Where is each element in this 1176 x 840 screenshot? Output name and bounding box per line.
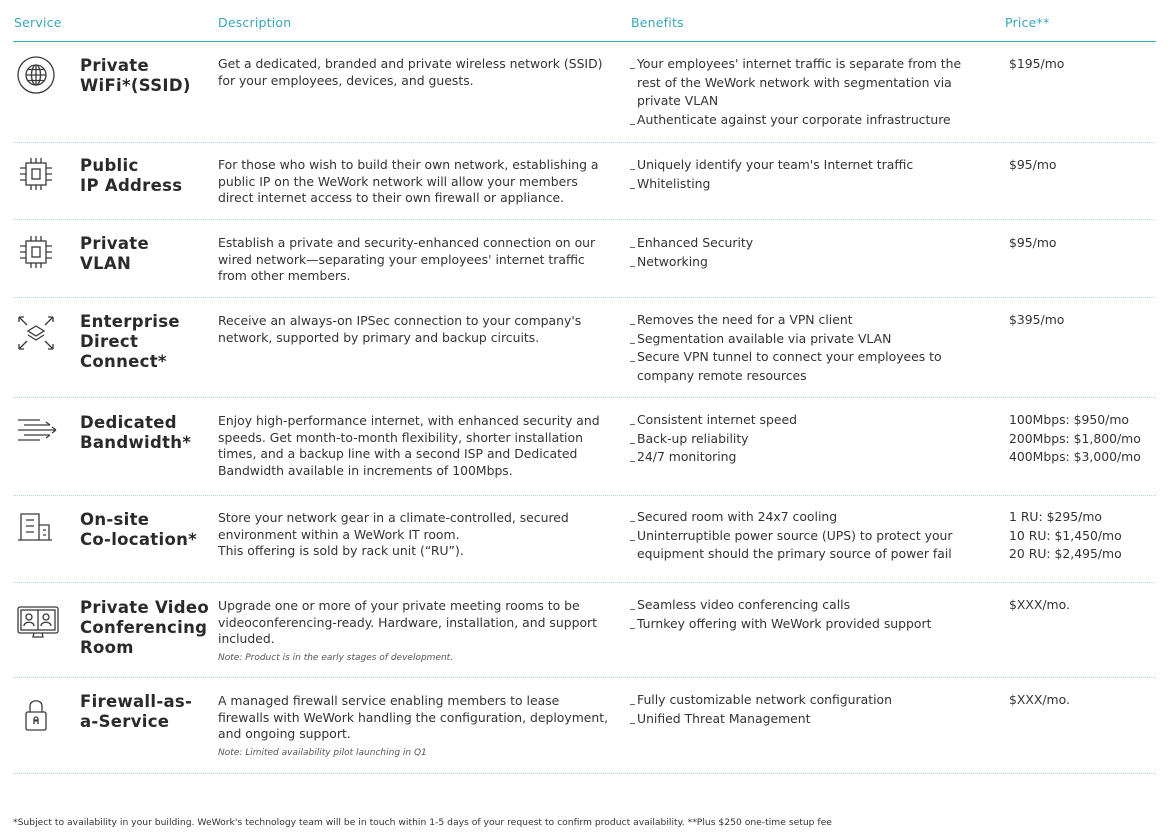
table-row xyxy=(13,220,1156,298)
price-list xyxy=(1009,55,1064,74)
price-item: $395/mo xyxy=(1009,312,1065,327)
benefits-list xyxy=(630,411,970,467)
benefits-list xyxy=(630,508,970,564)
benefit-item: Consistent internet speed xyxy=(630,411,970,430)
price-list xyxy=(1009,508,1122,564)
benefit-item: Uninterruptible power source (UPS) to protect your equipment should the primary source of power fail xyxy=(630,527,970,564)
benefit-item: Fully customizable network configuration xyxy=(630,691,970,710)
price-item: $XXX/mo. xyxy=(1009,692,1070,707)
benefit-item: 24/7 monitoring xyxy=(630,448,970,467)
service-description: Establish a private and security-enhanced connection on our wired network—separating your employees' internet traffic from other members. xyxy=(218,235,596,283)
column-header-description: Description xyxy=(218,15,292,30)
service-description: Get a dedicated, branded and private wireless network (SSID) for your employees, devices, and guests. xyxy=(218,56,603,88)
price-item: $XXX/mo. xyxy=(1009,597,1070,612)
price-list xyxy=(1009,691,1070,710)
benefit-item: Secure VPN tunnel to connect your employees to company remote resources xyxy=(630,348,970,385)
description-text: A managed firewall service enabling members to lease firewalls with WeWork handling the configuration, deployment, and ongoing support. xyxy=(218,693,609,741)
service-name: Private Video Conferencing Room xyxy=(80,598,209,657)
column-header-benefits: Benefits xyxy=(631,15,684,30)
price-list xyxy=(1009,234,1056,253)
price-list xyxy=(1009,156,1056,175)
price-item: 10 RU: $1,450/mo xyxy=(1009,527,1122,543)
table-row xyxy=(13,678,1156,774)
benefits-list xyxy=(630,596,970,633)
chip-icon xyxy=(16,235,56,275)
pilot-note: Note: Limited availability pilot launching in Q1 xyxy=(218,747,427,758)
service-name: Firewall-as- a-Service xyxy=(80,692,193,731)
price-item: 100Mbps: $950/mo xyxy=(1009,412,1129,427)
service-description: Enjoy high-performance internet, with enhanced security and speeds. Get month-to-month flexibility, shorter installation times, and a backup line with a second ISP and Dedicated Bandwidth available in increments of 100Mbps. xyxy=(218,413,600,478)
table-row xyxy=(13,583,1156,678)
layers-arrows-icon xyxy=(16,314,56,354)
benefit-item: Unified Threat Management xyxy=(630,710,970,729)
service-name: Private VLAN xyxy=(80,234,149,273)
price-item: $95/mo xyxy=(1009,235,1057,250)
description-text: Upgrade one or more of your private meeting rooms to be videoconferencing-ready. Hardware, installation, and support included. xyxy=(218,598,597,646)
price-item: $195/mo xyxy=(1009,56,1065,71)
video-conference-icon xyxy=(16,604,56,644)
globe-icon xyxy=(16,54,56,94)
benefits-list xyxy=(630,55,970,130)
table-row xyxy=(13,398,1156,496)
service-name: Public IP Address xyxy=(80,156,183,195)
table-row xyxy=(13,42,1156,143)
service-name: Enterprise Direct Connect* xyxy=(80,312,180,371)
benefit-item: Seamless video conferencing calls xyxy=(630,596,970,615)
benefit-item: Back-up reliability xyxy=(630,430,970,449)
benefit-item: Your employees' internet traffic is separate from the rest of the WeWork network with segmentation via private VLAN xyxy=(630,55,970,111)
table-row xyxy=(13,496,1156,583)
column-header-service: Service xyxy=(14,15,62,30)
price-item: 1 RU: $295/mo xyxy=(1009,509,1102,524)
benefits-list xyxy=(630,234,970,271)
chip-icon xyxy=(16,157,56,197)
padlock-icon xyxy=(16,696,56,736)
price-list xyxy=(1009,311,1064,330)
benefit-item: Enhanced Security xyxy=(630,234,970,253)
price-list xyxy=(1009,411,1141,467)
service-description: Store your network gear in a climate-controlled, secured environment within a WeWork IT room. This offering is sold by rack unit (“RU”). xyxy=(218,510,569,558)
benefit-item: Uniquely identify your team's Internet traffic xyxy=(630,156,970,175)
price-item: 200Mbps: $1,800/mo xyxy=(1009,430,1141,446)
footnote: *Subject to availability in your building. WeWork's technology team will be in touch within 1-5 days of your request to confirm product availability. **Plus $250 one-time setup fee xyxy=(13,817,832,828)
service-name: Private WiFi*(SSID) xyxy=(80,56,191,95)
table-row xyxy=(13,143,1156,220)
benefit-item: Networking xyxy=(630,253,970,272)
service-description xyxy=(218,693,610,760)
building-icon xyxy=(16,511,56,551)
benefits-list xyxy=(630,311,970,386)
service-description: Receive an always-on IPSec connection to your company's network, supported by primary and backup circuits. xyxy=(218,313,582,345)
table-row xyxy=(13,298,1156,398)
benefit-item: Whitelisting xyxy=(630,175,970,194)
benefits-list xyxy=(630,691,970,728)
column-header-price: Price** xyxy=(1005,15,1050,30)
service-description xyxy=(218,598,610,665)
price-item: 400Mbps: $3,000/mo xyxy=(1009,449,1141,465)
service-description: For those who wish to build their own network, establishing a public IP on the WeWork network will allow your members direct internet access to their own firewall or appliance. xyxy=(218,157,599,205)
benefits-list xyxy=(630,156,970,193)
price-list xyxy=(1009,596,1070,615)
development-note: Note: Product is in the early stages of development. xyxy=(218,652,454,663)
benefit-item: Authenticate against your corporate infrastructure xyxy=(630,111,970,130)
service-name: Dedicated Bandwidth* xyxy=(80,413,192,452)
benefit-item: Removes the need for a VPN client xyxy=(630,311,970,330)
benefit-item: Secured room with 24x7 cooling xyxy=(630,508,970,527)
benefit-item: Turnkey offering with WeWork provided support xyxy=(630,615,970,634)
speed-lines-icon xyxy=(16,416,56,456)
service-name: On-site Co-location* xyxy=(80,510,198,549)
price-item: $95/mo xyxy=(1009,157,1057,172)
price-item: 20 RU: $2,495/mo xyxy=(1009,546,1122,562)
benefit-item: Segmentation available via private VLAN xyxy=(630,330,970,349)
